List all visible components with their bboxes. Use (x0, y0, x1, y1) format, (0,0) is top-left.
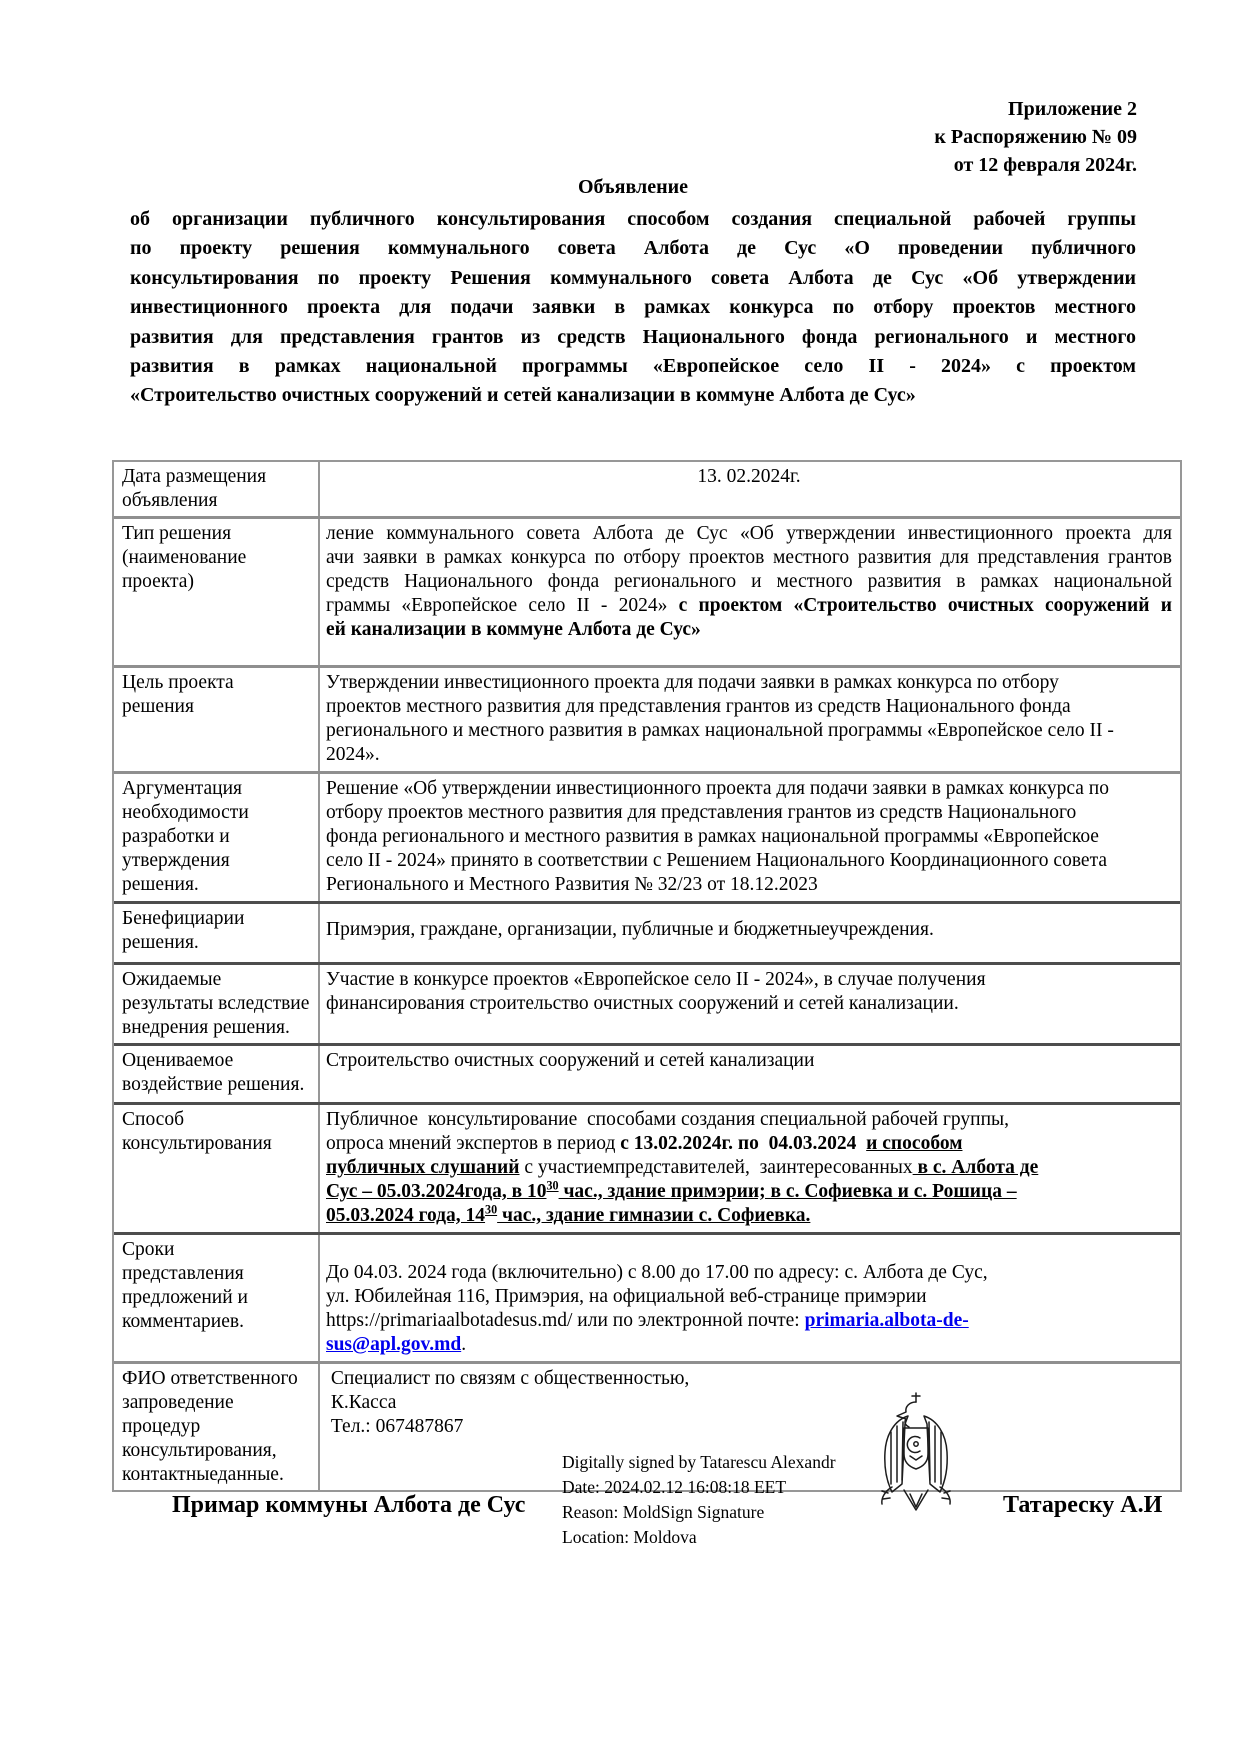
text-line (326, 1132, 1172, 1156)
text-line (326, 570, 1172, 594)
label-line: Аргументация (122, 778, 243, 799)
label-line: контактныеданные. (122, 1464, 284, 1485)
text-segment (856, 1133, 866, 1154)
annex-block (934, 95, 1137, 179)
label-line: Цель проекта (122, 672, 234, 693)
row-value (320, 774, 1180, 901)
row-value (320, 1235, 1180, 1361)
moldova-coat-of-arms-icon (864, 1390, 968, 1516)
label-line: Оцениваемое (122, 1050, 234, 1071)
text-line (326, 1333, 1172, 1357)
text-segment: Строительство очистных сооружений и сетей канализации (326, 1050, 815, 1071)
label-line: объявления (122, 490, 218, 511)
label-line: Способ (122, 1109, 185, 1130)
text-segment: публичных слушаний (326, 1157, 520, 1178)
text-line (326, 695, 1172, 719)
text-segment: К.Касса (326, 1392, 397, 1413)
text-line (326, 873, 1172, 897)
text-segment: консультирования по проекту Решения коммунального совета Албота де Сус «Об утверждении (130, 266, 1136, 289)
text-line (130, 234, 1136, 263)
consultation-table (112, 460, 1182, 1492)
text-segment: Утверждении инвестиционного проекта для подачи заявки в рамках конкурса по отбору (326, 672, 1059, 693)
email-link[interactable]: primaria.albota-de- (804, 1310, 969, 1331)
text-line (326, 992, 1172, 1016)
row-value (320, 904, 1180, 962)
label-line: комментариев. (122, 1311, 244, 1332)
text-line (326, 849, 1172, 873)
label-line: представления (122, 1263, 244, 1284)
text-segment: час., здание (558, 1181, 671, 1202)
label-line: Дата размещения (122, 466, 267, 487)
text-line (326, 594, 1172, 618)
text-segment: опроса мнений экспертов в период (326, 1133, 621, 1154)
text-line (326, 1415, 1172, 1439)
text-segment: ление коммунального совета Албота де Сус «Об утверждении инвестиционного проекта для (326, 523, 1172, 544)
intro-paragraph (130, 205, 1136, 411)
text-segment: Участие в конкурсе проектов «Европейское село II - 2024», в случае получения (326, 969, 986, 990)
table-row-beneficiaries (114, 901, 1180, 962)
text-segment: проектов местного развития для представления грантов из средств Национального фонда (326, 696, 1071, 717)
table-row-argumentation (114, 771, 1180, 901)
label-line: процедур (122, 1416, 201, 1437)
text-line (326, 1261, 1172, 1285)
table-row-project-goal (114, 665, 1180, 771)
label-line: утверждения (122, 850, 230, 871)
text-line (130, 293, 1136, 322)
row-value (320, 519, 1180, 665)
text-line (326, 1156, 1172, 1180)
label-line: Сроки (122, 1239, 175, 1260)
signature-line: Digitally signed by Tatarescu Alexandr (562, 1452, 836, 1472)
label-line: решения. (122, 932, 199, 953)
text-line (326, 1391, 1172, 1415)
text-segment: с проектом «Строительство очистных сооружений и (678, 595, 1172, 616)
row-label (114, 1105, 320, 1232)
text-segment: Специалист по связям с общественностью, (326, 1368, 690, 1389)
text-segment: граммы «Европейское село II - 2024» (326, 595, 679, 616)
label-line: консультирования, (122, 1440, 277, 1461)
primar-title: Примар коммуны Албота де Сус (172, 1492, 526, 1518)
text-segment: ачи заявки в рамках конкурса по отбору проектов местного развития для представления грантов (326, 547, 1172, 568)
text-line (326, 546, 1172, 570)
text-segment: 05.03.2024 года, 14 (326, 1205, 486, 1226)
text-segment: https://primariaalbotadesus.md/ или по электронной почте: (326, 1310, 805, 1331)
text-segment: инвестиционного проекта для подачи заявки в рамках конкурса по отбору проектов местного (130, 296, 1136, 319)
table-row-estimated-impact (114, 1043, 1180, 1102)
text-segment: об организации публичного консультирования способом создания специальной рабочей группы (130, 208, 1136, 230)
text-line (326, 522, 1172, 546)
label-line: Тип решения (122, 523, 232, 544)
text-line (326, 1180, 1172, 1204)
row-value (320, 668, 1180, 771)
text-segment: «Строительство очистных сооружений и сетей канализации в коммуне Албота де Сус» (130, 384, 916, 407)
text-line (130, 264, 1136, 293)
row-label (114, 774, 320, 901)
row-label (114, 668, 320, 771)
text-segment: по проекту решения коммунального совета Албота де Сус «О проведении публичного (130, 237, 1136, 260)
row-label (114, 462, 320, 516)
text-line (326, 1367, 1172, 1391)
text-segment: развития в рамках национальной программы «Европейское село II - 2024» с проектом (130, 355, 1136, 378)
signature-line: Location: Moldova (562, 1527, 697, 1547)
text-line (326, 719, 1172, 743)
row-value (320, 1046, 1180, 1102)
label-line: разработки и (122, 826, 230, 847)
text-segment: 13. 02.2024г. (697, 466, 801, 487)
text-line (130, 352, 1136, 381)
text-segment: отбору проектов местного развития для представления грантов из средств Национального (326, 802, 1077, 823)
table-row-submission-deadline (114, 1232, 1180, 1361)
text-segment: Тел.: 067487867 (326, 1416, 464, 1437)
text-line (326, 968, 1172, 992)
text-segment: час., здание гимназии с. Софиевка. (497, 1205, 811, 1226)
text-line (326, 743, 1172, 767)
email-link[interactable]: sus@apl.gov.md (326, 1334, 462, 1355)
label-line: ФИО ответственного (122, 1368, 298, 1389)
text-line (326, 801, 1172, 825)
text-segment: 30 (485, 1202, 498, 1217)
text-segment: ей канализации в коммуне Албота де Сус» (326, 619, 701, 640)
text-line (326, 1285, 1172, 1309)
label-line: решения. (122, 874, 199, 895)
label-line: внедрения решения. (122, 1017, 290, 1038)
row-value (320, 1105, 1180, 1232)
label-line: воздействие решения. (122, 1074, 305, 1095)
text-segment: развития для представления грантов из средств Национального фонда регионального и местного (130, 325, 1136, 348)
text-segment: Регионального и Местного Развития № 32/23 от 18.12.2023 (326, 874, 818, 895)
text-segment: средств Национального фонда регионального и местного развития в рамках национальной (326, 571, 1172, 592)
text-segment: Решение «Об утверждении инвестиционного проекта для подачи заявки в рамках конкурса по (326, 778, 1109, 799)
text-line (326, 825, 1172, 849)
text-line (130, 323, 1136, 352)
text-line (326, 777, 1172, 801)
signature-line: Reason: MoldSign Signature (562, 1502, 765, 1522)
label-line: проекта) (122, 571, 194, 592)
label-line: Бенефициарии (122, 908, 245, 929)
text-segment: с участиемпредставителей, заинтересованных (519, 1157, 913, 1178)
text-line (130, 381, 1136, 410)
text-segment: регионального и местного развития в рамках национальной программы «Европейское село II - (326, 720, 1114, 741)
text-line (326, 618, 1172, 642)
text-line (326, 1049, 1172, 1073)
annex-line-2: к Распоряжению № 09 (934, 126, 1137, 148)
text-line (326, 671, 1172, 695)
text-segment: Примэрия, граждане, организации, публичные и бюджетныеучреждения. (326, 919, 934, 940)
text-line (326, 1108, 1172, 1132)
label-line: результаты вследствие (122, 993, 310, 1014)
row-label (114, 1364, 320, 1490)
signature-block (562, 1450, 836, 1550)
label-line: Ожидаемые (122, 969, 222, 990)
text-segment: примэрии; в с. Софиевка и с. Рошица – (670, 1181, 1017, 1202)
text-segment: . (461, 1334, 467, 1355)
text-segment: Публичное консультирование способами создания специальной рабочей группы, (326, 1109, 1009, 1130)
text-segment: ул. Юбилейная 116, Примэрия, на официальной веб-странице примэрии (326, 1286, 927, 1307)
row-label (114, 519, 320, 665)
text-line (130, 205, 1136, 234)
label-line: консультирования (122, 1133, 272, 1154)
text-line (326, 1309, 1172, 1333)
row-label (114, 965, 320, 1043)
text-segment: финансирования строительство очистных сооружений и сетей канализации. (326, 993, 959, 1014)
text-segment: и способом (866, 1133, 963, 1154)
row-label (114, 1046, 320, 1102)
text-segment: 30 (546, 1178, 559, 1193)
signer-name: Татареску А.И (1003, 1492, 1163, 1518)
row-value (320, 965, 1180, 1043)
doc-title: Объявление (577, 176, 689, 198)
label-line: необходимости (122, 802, 249, 823)
text-segment: село II - 2024» принято в соответствии с Решением Национального Координационного совета (326, 850, 1107, 871)
text-segment: 2024». (326, 744, 380, 765)
text-segment: с 13.02.2024г. по 04.03.2024 (620, 1133, 857, 1154)
text-line (326, 465, 1172, 489)
text-segment: фонда регионального и местного развития в рамках национальной программы «Европейское (326, 826, 1099, 847)
text-segment: Сус – 05.03.2024года, в 10 (326, 1181, 547, 1202)
row-label (114, 1235, 320, 1361)
signature-line: Date: 2024.02.12 16:08:18 EET (562, 1477, 787, 1497)
text-segment: До 04.03. 2024 года (включительно) с 8.00 до 17.00 по адресу: с. Албота де Сус, (326, 1262, 988, 1283)
label-line: предложений и (122, 1287, 248, 1308)
annex-line-3: от 12 февраля 2024г. (953, 154, 1137, 176)
table-row-publish-date (114, 462, 1180, 516)
text-segment: в с. Албота де (912, 1157, 1039, 1178)
table-row-decision-type (114, 516, 1180, 665)
label-line: запроведение (122, 1392, 234, 1413)
annex-line-1: Приложение 2 (1008, 98, 1137, 120)
label-line: (наименование (122, 547, 247, 568)
label-line: решения (122, 696, 194, 717)
table-row-consultation-method (114, 1102, 1180, 1232)
row-value (320, 462, 1180, 516)
text-line (326, 918, 1172, 942)
table-row-expected-results (114, 962, 1180, 1043)
row-label (114, 904, 320, 962)
text-line (326, 1204, 1172, 1228)
